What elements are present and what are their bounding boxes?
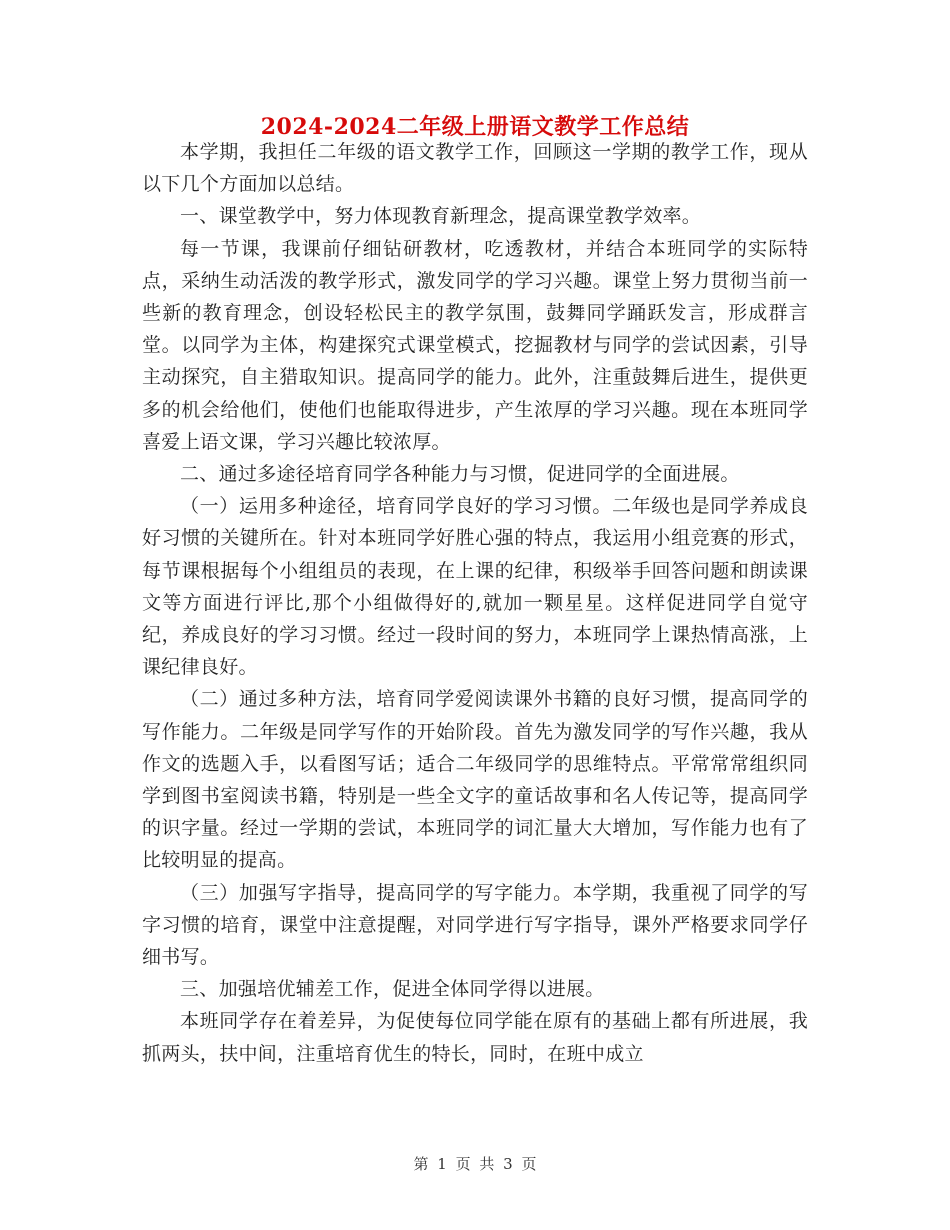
heading-section-2: 二、通过多途径培育同学各种能力与习惯，促进同学的全面进展。	[180, 463, 740, 486]
page-footer: 第 1 页 共 3 页	[413, 1155, 537, 1173]
paragraph-section-2-part-2: （二）通过多种方法，培育同学爱阅读课外书籍的良好习惯，提高同学的写作能力。二年级是同学写作的开始阶段。首先为激发同学的写作兴趣，我从作文的选题入手，以看图写话；适合二年级同学的思维特点。平常常常组织同学到图书室阅读书籍，特别是一些全文字的童话故事和名人传记等，提高同学的识字量。经过一学期的尝试，本班同学的词汇量大大增加，写作能力也有了比较明显的提高。	[142, 688, 808, 872]
heading-section-1: 一、课堂教学中，努力体现教育新理念，提高课堂教学效率。	[180, 205, 702, 228]
paragraph-section-2-part-1: （一）运用多种途径，培育同学良好的学习习惯。二年级也是同学养成良好习惯的关键所在。针对本班同学好胜心强的特点，我运用小组竞赛的形式，每节课根据每个小组组员的表现，在上课的纪律，积级举手回答问题和朗读课文等方面进行评比,那个小组做得好的,就加一颗星星。这样促进同学自觉守纪，养成良好的学习习惯。经过一段时间的努力，本班同学上课热情高涨，上课纪律良好。	[142, 495, 808, 679]
document-body	[142, 136, 808, 1070]
paragraph-section-2-part-3: （三）加强写字指导，提高同学的写字能力。本学期，我重视了同学的写字习惯的培育，课堂中注意提醒，对同学进行写字指导，课外严格要求同学仔细书写。	[142, 881, 808, 969]
paragraph-section-1: 每一节课，我课前仔细钻研教材，吃透教材，并结合本班同学的实际特点，采纳生动活泼的教学形式，激发同学的学习兴趣。课堂上努力贯彻当前一些新的教育理念，创设轻松民主的教学氛围，鼓舞同学踊跃发言，形成群言堂。以同学为主体，构建探究式课堂模式，挖掘教材与同学的尝试因素，引导主动探究，自主猎取知识。提高同学的能力。此外，注重鼓舞后进生，提供更多的机会给他们，使他们也能取得进步，产生浓厚的学习兴趣。现在本班同学喜爱上语文课，学习兴趣比较浓厚。	[142, 237, 808, 453]
paragraph-section-3: 本班同学存在着差异，为促使每位同学能在原有的基础上都有所进展，我抓两头，扶中间，注重培育优生的特长，同时，在班中成立	[142, 1010, 808, 1065]
paragraph-intro: 本学期，我担任二年级的语文教学工作，回顾这一学期的教学工作，现从以下几个方面加以总结。	[142, 141, 808, 196]
heading-section-3: 三、加强培优辅差工作，促进全体同学得以进展。	[180, 978, 605, 1001]
document-title: 2024-2024二年级上册语文教学工作总结	[260, 114, 690, 140]
